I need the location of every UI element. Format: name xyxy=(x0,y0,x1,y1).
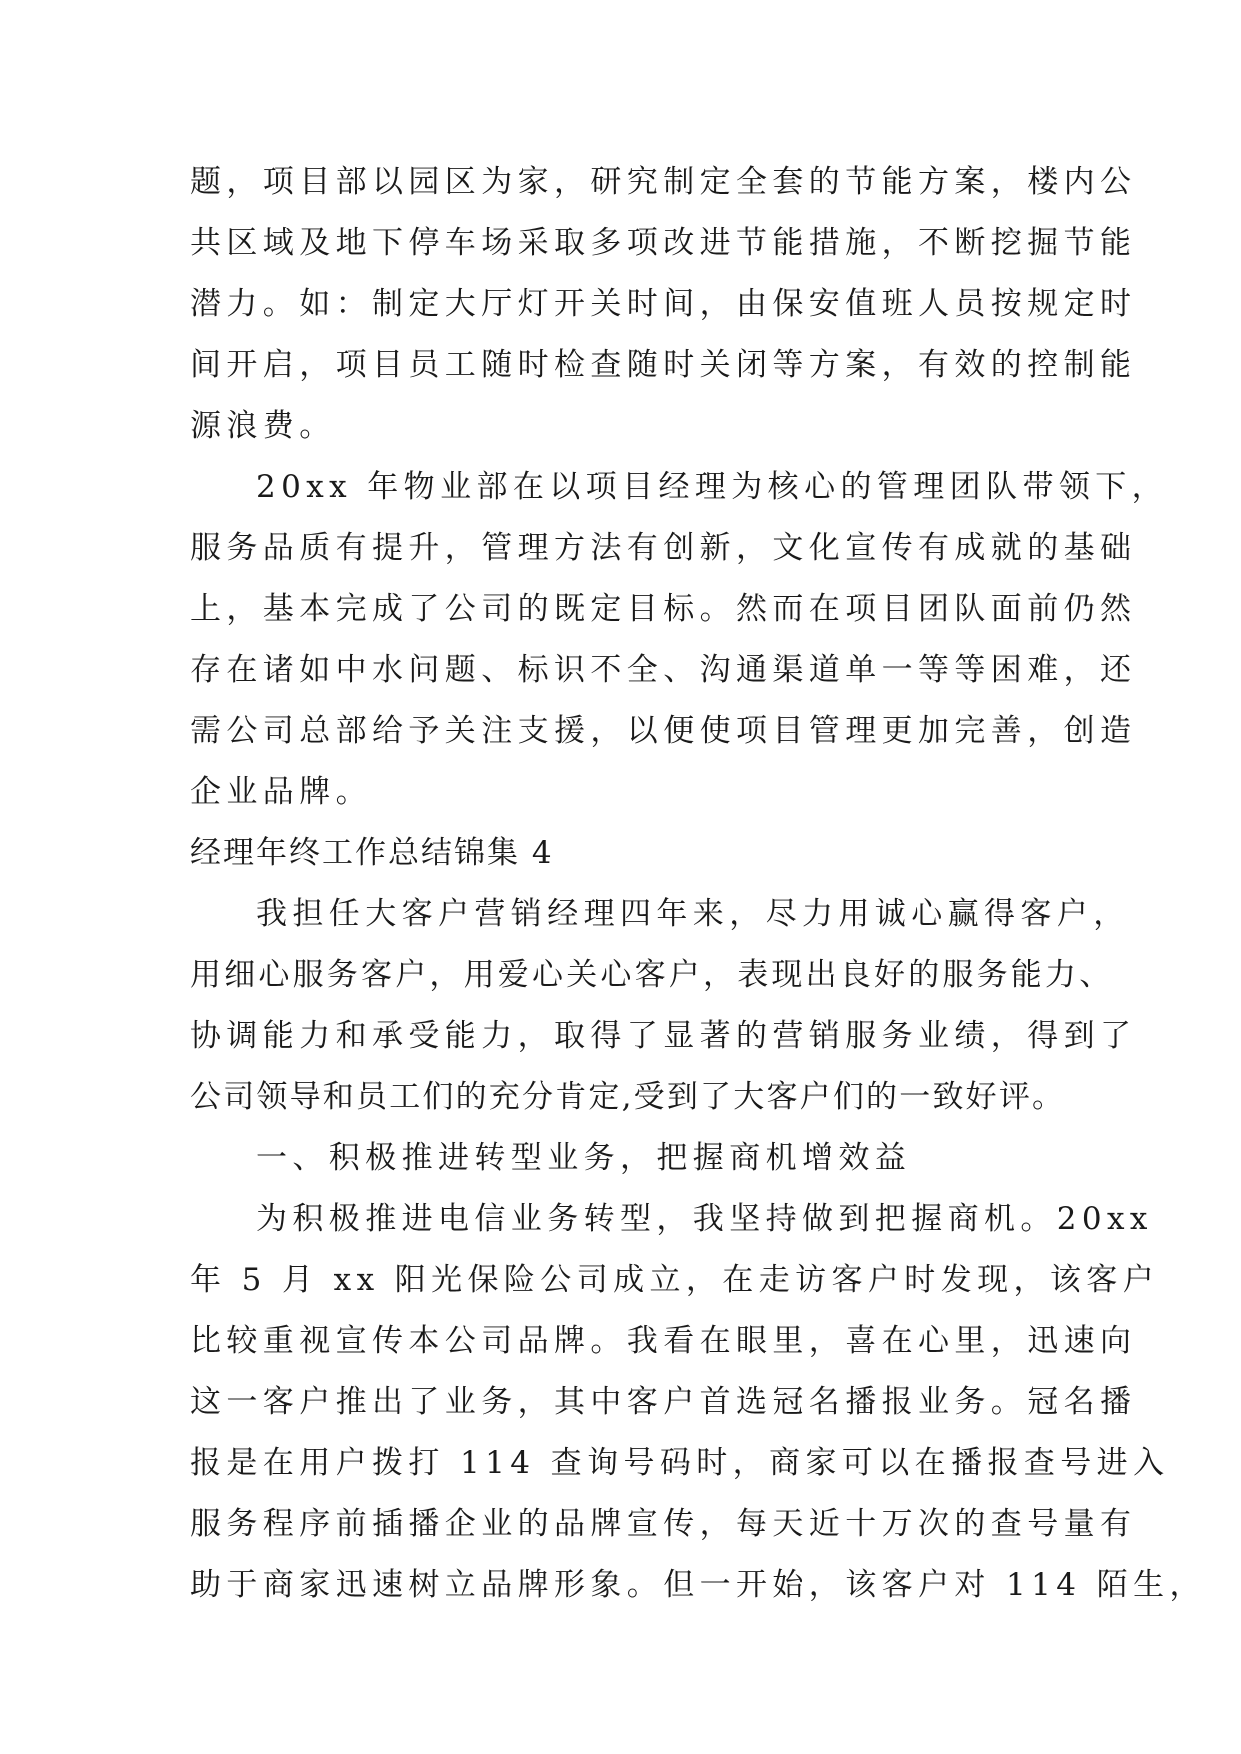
text-line: 间开启，项目员工随时检查随时关闭等方案，有效的控制能 xyxy=(190,347,1137,383)
text-line: 服务程序前插播企业的品牌宣传，每天近十万次的查号量有 xyxy=(190,1506,1137,1542)
document-body xyxy=(190,152,1206,1616)
text-line: 服务品质有提升，管理方法有创新，文化宣传有成就的基础 xyxy=(190,530,1137,566)
text-line: 报是在用户拨打 114 查询号码时，商家可以在播报查号进入 xyxy=(190,1445,1170,1481)
text-line: 存在诸如中水问题、标识不全、沟通渠道单一等等困难，还 xyxy=(190,652,1137,688)
text-line: 公司领导和员工们的充分肯定,受到了大客户们的一致好评。 xyxy=(190,1079,1066,1115)
paragraph-first-line: 我担任大客户营销经理四年来，尽力用诚心赢得客户， xyxy=(256,896,1130,932)
paragraph-first-line: 20xx 年物业部在以项目经理为核心的管理团队带领下， xyxy=(256,469,1169,505)
text-line: 题，项目部以园区为家，研究制定全套的节能方案，楼内公 xyxy=(190,164,1137,200)
text-line: 用细心服务客户，用爱心关心客户，表现出良好的服务能力、 xyxy=(190,957,1114,993)
text-line: 源浪费。 xyxy=(190,408,336,444)
text-line: 协调能力和承受能力，取得了显著的营销服务业绩，得到了 xyxy=(190,1018,1137,1054)
text-line: 潜力。如：制定大厅灯开关时间，由保安值班人员按规定时 xyxy=(190,286,1137,322)
text-line: 这一客户推出了业务，其中客户首选冠名播报业务。冠名播 xyxy=(190,1384,1137,1420)
text-line: 共区域及地下停车场采取多项改进节能措施，不断挖掘节能 xyxy=(190,225,1137,261)
text-line: 年 5 月 xx 阳光保险公司成立，在走访客户时发现，该客户 xyxy=(190,1262,1160,1298)
text-line: 上，基本完成了公司的既定目标。然而在项目团队面前仍然 xyxy=(190,591,1137,627)
paragraph-first-line: 为积极推进电信业务转型，我坚持做到把握商机。20xx xyxy=(256,1201,1153,1237)
text-line: 助于商家迅速树立品牌形象。但一开始，该客户对 114 陌生， xyxy=(190,1567,1206,1603)
section-heading: 一、积极推进转型业务，把握商机增效益 xyxy=(256,1140,912,1176)
text-line: 企业品牌。 xyxy=(190,774,372,810)
text-line: 比较重视宣传本公司品牌。我看在眼里，喜在心里，迅速向 xyxy=(190,1323,1137,1359)
section-title: 经理年终工作总结锦集 4 xyxy=(190,835,554,871)
text-line: 需公司总部给予关注支援，以便使项目管理更加完善，创造 xyxy=(190,713,1137,749)
